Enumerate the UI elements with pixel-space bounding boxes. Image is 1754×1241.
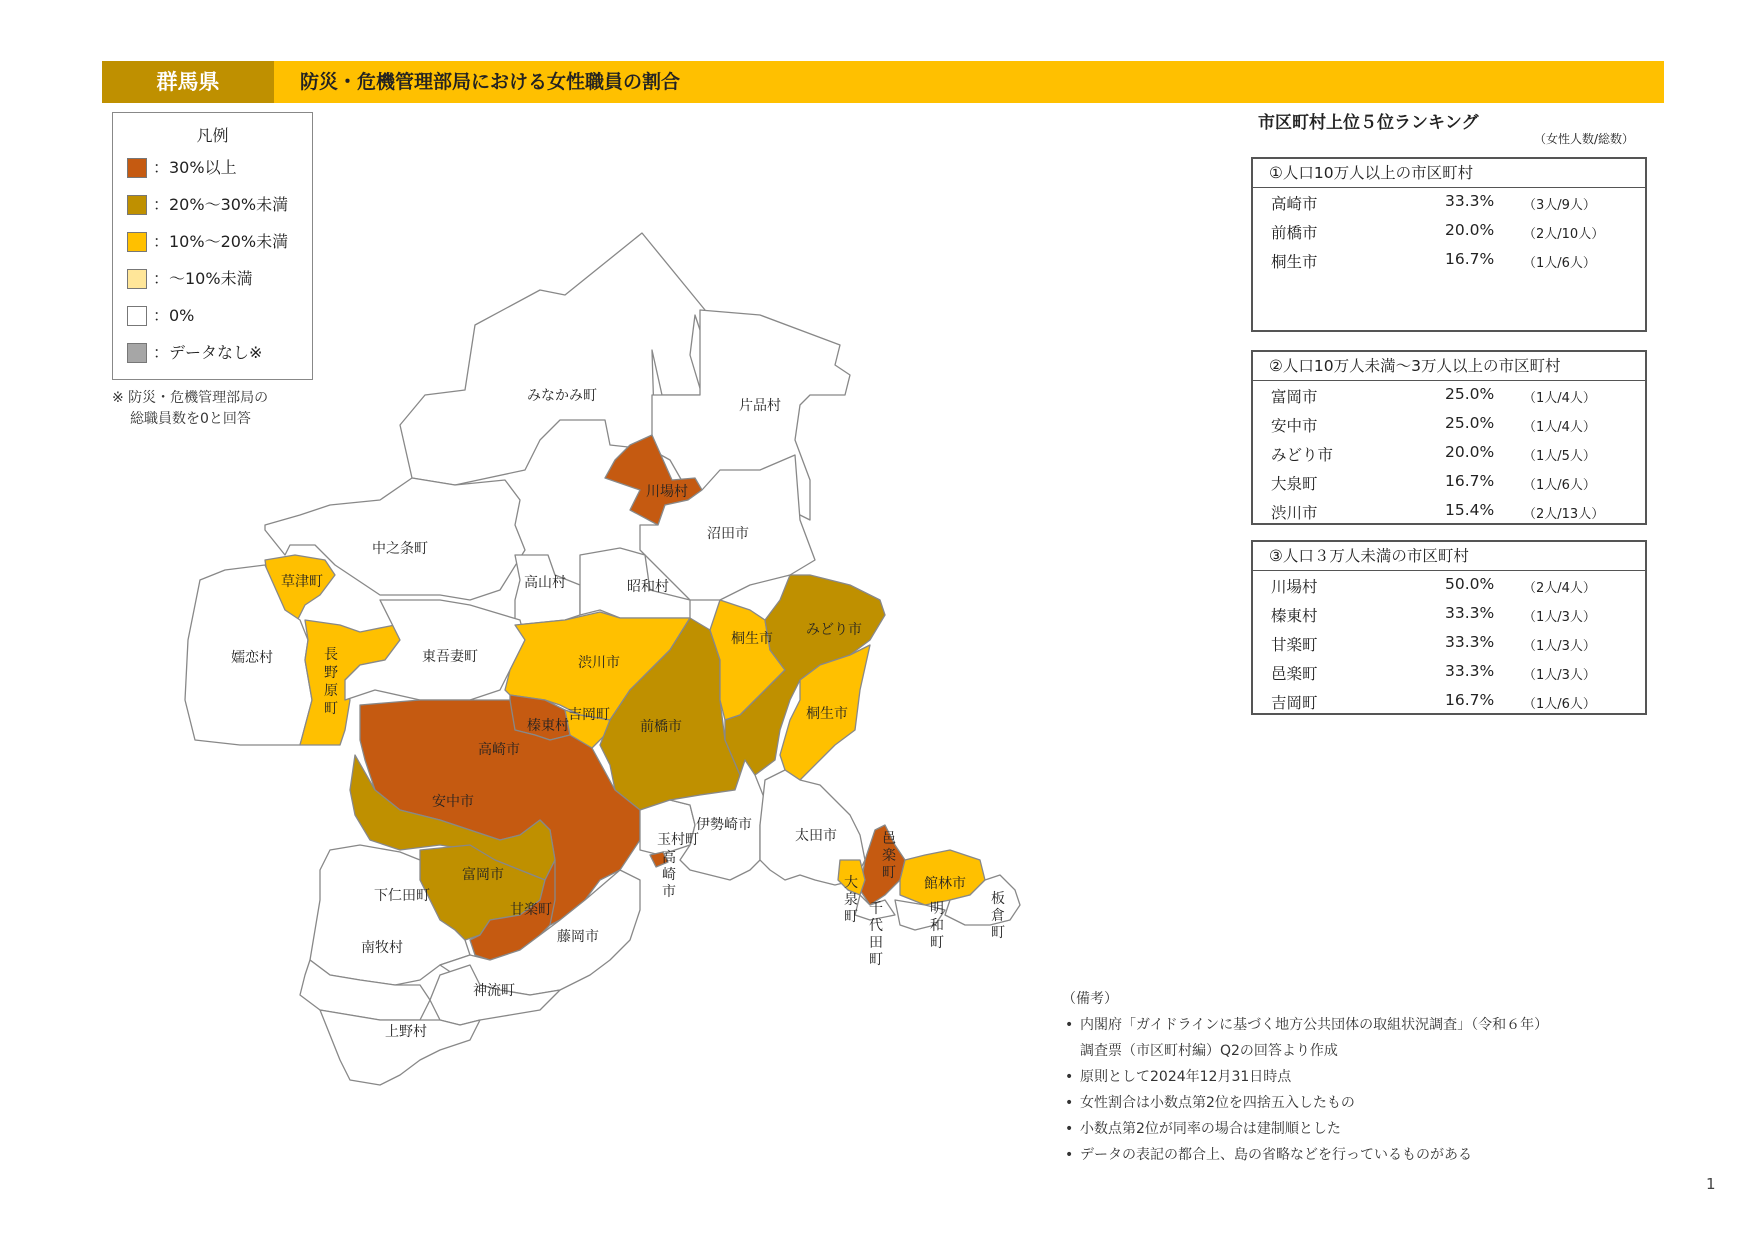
- ranking-municipality: 川場村: [1271, 578, 1318, 596]
- label-kiryu-south: 桐生市: [806, 706, 848, 722]
- label-oizumi-3: 町: [844, 909, 858, 925]
- label-naganohara-1: 長: [324, 647, 338, 663]
- ranking-municipality: 富岡市: [1271, 388, 1318, 406]
- ranking-percentage: 20.0%: [1445, 443, 1495, 461]
- label-shimonita: 下仁田町: [374, 888, 430, 904]
- ranking-percentage: 33.3%: [1445, 662, 1495, 680]
- label-oizumi-1: 大: [844, 875, 858, 891]
- remarks-item: • 女性割合は小数点第2位を四捨五入したもの: [1062, 1090, 1548, 1116]
- label-naganohara-4: 町: [324, 701, 338, 717]
- ranking-municipality: 渋川市: [1271, 504, 1318, 522]
- label-naganohara-2: 野: [324, 665, 338, 681]
- ranking-box-header: ②人口10万人未満〜3万人以上の市区町村: [1253, 352, 1645, 381]
- ranking-count: （2人/13人）: [1523, 507, 1605, 522]
- ranking-percentage: 25.0%: [1445, 385, 1495, 403]
- ranking-percentage: 33.3%: [1445, 192, 1495, 210]
- ranking-municipality: 榛東村: [1271, 607, 1318, 625]
- label-fujioka: 藤岡市: [557, 929, 599, 945]
- ranking-percentage: 33.3%: [1445, 633, 1495, 651]
- ranking-box-medium: [1251, 350, 1647, 525]
- label-meiwa-2: 和: [930, 918, 944, 934]
- label-shibukawa: 渋川市: [578, 655, 620, 671]
- remarks-title: （備考）: [1062, 991, 1118, 1007]
- ranking-percentage: 15.4%: [1445, 501, 1495, 519]
- label-takayama: 高山村: [524, 575, 566, 591]
- label-itakura-2: 倉: [991, 908, 1005, 924]
- label-higashiagatsuma: 東吾妻町: [422, 649, 478, 665]
- ranking-row: [1253, 600, 1645, 629]
- legend-item-20-30: [127, 194, 288, 216]
- ranking-municipality: 安中市: [1271, 417, 1318, 435]
- ranking-municipality: 大泉町: [1271, 475, 1318, 493]
- legend-swatch: [127, 195, 147, 215]
- ranking-box-small: [1251, 540, 1647, 715]
- ranking-title: 市区町村上位５位ランキング: [1258, 113, 1479, 133]
- ranking-municipality: 高崎市: [1271, 195, 1318, 213]
- label-ueno: 上野村: [385, 1024, 427, 1040]
- legend-swatch: [127, 232, 147, 252]
- gunma-map: [170, 225, 1040, 1105]
- label-chiyoda-2: 代: [869, 918, 883, 934]
- ranking-count: （1人/6人）: [1523, 478, 1596, 493]
- ranking-box-header: ③人口３万人未満の市区町村: [1253, 542, 1645, 571]
- label-tomioka: 富岡市: [462, 867, 504, 883]
- legend-footnote-line: ※ 防災・危機管理部局の: [112, 390, 269, 406]
- ranking-percentage: 20.0%: [1445, 221, 1495, 239]
- legend-label: ：0%: [153, 306, 195, 325]
- ranking-count: （1人/6人）: [1523, 256, 1596, 271]
- ranking-unit: （女性人数/総数）: [1534, 132, 1635, 146]
- label-midori: みどり市: [806, 622, 862, 638]
- label-showa: 昭和村: [627, 579, 669, 595]
- label-nakanojo: 中之条町: [372, 541, 428, 557]
- label-annaka: 安中市: [432, 794, 474, 810]
- ranking-count: （1人/5人）: [1523, 449, 1596, 464]
- label-numata: 沼田市: [707, 526, 749, 542]
- ranking-municipality: 前橋市: [1271, 224, 1318, 242]
- label-katashina: 片品村: [739, 398, 781, 414]
- label-chiyoda-4: 町: [869, 952, 883, 968]
- header-bar: [102, 61, 1664, 103]
- label-yoshioka: 吉岡町: [568, 707, 610, 723]
- legend-swatch: [127, 343, 147, 363]
- ranking-row: [1253, 687, 1645, 716]
- legend-title: 凡例: [196, 126, 229, 145]
- legend-label: ：〜10%未満: [153, 269, 253, 288]
- label-ota: 太田市: [795, 828, 837, 844]
- label-takasaki-exclave-3: 市: [662, 884, 676, 900]
- ranking-box-header: ①人口10万人以上の市区町村: [1253, 159, 1645, 188]
- ranking-percentage: 33.3%: [1445, 604, 1495, 622]
- label-ora-2: 楽: [882, 848, 896, 864]
- ranking-row: [1253, 571, 1645, 600]
- ranking-municipality: 邑楽町: [1271, 665, 1318, 683]
- ranking-count: （1人/6人）: [1523, 697, 1596, 712]
- ranking-count: （2人/10人）: [1523, 227, 1605, 242]
- label-takasaki-exclave-2: 崎: [662, 867, 676, 883]
- label-nanmoku: 南牧村: [361, 940, 403, 956]
- ranking-row: [1253, 410, 1645, 439]
- ranking-count: （1人/3人）: [1523, 668, 1596, 683]
- ranking-municipality: 桐生市: [1271, 253, 1318, 271]
- label-ora-3: 町: [882, 865, 896, 881]
- ranking-percentage: 50.0%: [1445, 575, 1495, 593]
- label-oizumi-2: 泉: [844, 892, 858, 908]
- ranking-row: [1253, 497, 1645, 526]
- ranking-row: [1253, 217, 1645, 246]
- label-chiyoda-1: 千: [869, 901, 883, 917]
- ranking-row: [1253, 381, 1645, 410]
- ranking-row: [1253, 658, 1645, 687]
- legend-swatch: [127, 269, 147, 289]
- label-naganohara-3: 原: [324, 683, 338, 699]
- remarks-item: • 小数点第2位が同率の場合は建制順とした: [1062, 1116, 1548, 1142]
- label-maebashi: 前橋市: [640, 719, 682, 735]
- legend-label: ：10%〜20%未満: [153, 232, 289, 251]
- remarks-item: • 内閣府「ガイドラインに基づく地方公共団体の取組状況調査」（令和６年）: [1062, 1012, 1548, 1038]
- ranking-count: （3人/9人）: [1523, 198, 1596, 213]
- label-minakami: みなかみ町: [527, 388, 597, 404]
- legend-item-30-plus: [127, 157, 237, 179]
- ranking-municipality: みどり市: [1271, 446, 1334, 464]
- label-tsumagoi: 嬬恋村: [231, 650, 273, 666]
- label-kiryu-north: 桐生市: [731, 631, 773, 647]
- ranking-count: （1人/3人）: [1523, 610, 1596, 625]
- ranking-municipality: 甘楽町: [1271, 636, 1318, 654]
- ranking-row: [1253, 246, 1645, 275]
- ranking-count: （1人/4人）: [1523, 420, 1596, 435]
- label-kanna: 神流町: [473, 983, 515, 999]
- remarks-section: [1062, 986, 1548, 1168]
- remarks-item-continued: 調査票（市区町村編）Q2の回答より作成: [1080, 1043, 1338, 1059]
- page-title: 防災・危機管理部局における女性職員の割合: [300, 71, 681, 93]
- page-number: 1: [1706, 1175, 1716, 1193]
- ranking-municipality: 吉岡町: [1271, 694, 1318, 712]
- ranking-percentage: 25.0%: [1445, 414, 1495, 432]
- ranking-count: （2人/4人）: [1523, 581, 1596, 596]
- legend-swatch: [127, 158, 147, 178]
- ranking-row: [1253, 468, 1645, 497]
- ranking-count: （1人/3人）: [1523, 639, 1596, 654]
- label-itakura-1: 板: [991, 891, 1005, 907]
- prefecture-label: 群馬県: [102, 61, 274, 103]
- label-shinto: 榛東村: [527, 718, 569, 734]
- ranking-count: （1人/4人）: [1523, 391, 1596, 406]
- legend-swatch: [127, 306, 147, 326]
- ranking-row: [1253, 188, 1645, 217]
- label-tamamura: 玉村町: [657, 832, 699, 848]
- label-chiyoda-3: 田: [869, 935, 883, 951]
- ranking-percentage: 16.7%: [1445, 691, 1495, 709]
- legend-label: ：データなし※: [153, 343, 263, 362]
- label-tatebayashi: 館林市: [924, 876, 966, 892]
- label-kawaba: 川場村: [646, 484, 688, 500]
- label-takasaki-exclave-1: 高: [662, 850, 676, 866]
- label-meiwa-1: 明: [930, 901, 944, 917]
- label-takasaki: 高崎市: [478, 742, 520, 758]
- label-kusatsu: 草津町: [281, 574, 323, 590]
- ranking-percentage: 16.7%: [1445, 472, 1495, 490]
- label-isesaki: 伊勢崎市: [696, 817, 752, 833]
- legend-label: ：30%以上: [153, 158, 237, 177]
- remarks-item: • データの表記の都合上、島の省略などを行っているものがある: [1062, 1142, 1548, 1168]
- ranking-row: [1253, 439, 1645, 468]
- label-kanra: 甘楽町: [510, 902, 552, 918]
- ranking-box-large: [1251, 157, 1647, 332]
- ranking-row: [1253, 629, 1645, 658]
- legend-label: ：20%〜30%未満: [153, 195, 289, 214]
- label-ora-1: 邑: [882, 831, 896, 847]
- remarks-item: • 原則として2024年12月31日時点: [1062, 1064, 1548, 1090]
- legend-footnote-line: 総職員数を0と回答: [130, 411, 251, 427]
- label-meiwa-3: 町: [930, 935, 944, 951]
- ranking-percentage: 16.7%: [1445, 250, 1495, 268]
- label-itakura-3: 町: [991, 925, 1005, 941]
